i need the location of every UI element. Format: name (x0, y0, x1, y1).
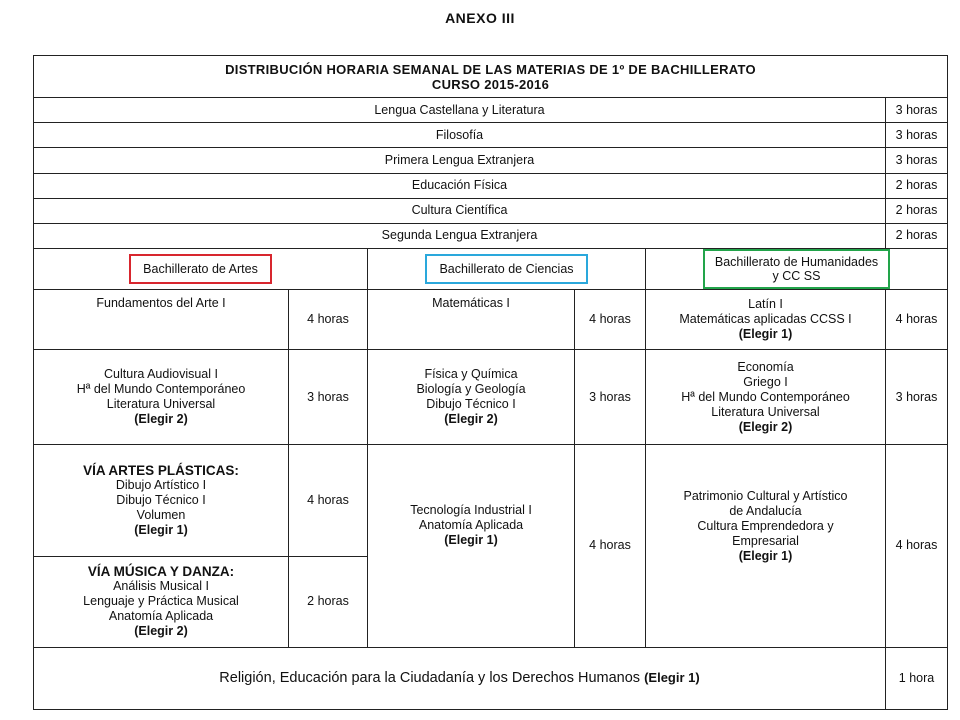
subject-line: Hª del Mundo Contemporáneo (76, 382, 246, 396)
artes-hours: 4 horas (289, 290, 368, 350)
choice-note: (Elegir 2) (444, 412, 498, 426)
humanidades-hours: 4 horas (886, 444, 948, 647)
ciencias-hours: 4 horas (575, 444, 646, 647)
choice-note: (Elegir 2) (134, 412, 188, 426)
table-row (34, 98, 948, 123)
page-title: ANEXO III (445, 10, 515, 26)
track-ciencias-cell (368, 248, 646, 289)
track-humanidades-label (703, 249, 890, 289)
table-row (34, 290, 948, 350)
ciencias-hours: 4 horas (575, 290, 646, 350)
humanidades-subjects (646, 290, 886, 350)
track-header-row (34, 248, 948, 289)
via1-hours: 4 horas (289, 444, 368, 557)
footer-hours: 1 hora (886, 647, 948, 709)
humanidades-subjects (646, 350, 886, 444)
table-row (34, 148, 948, 173)
ciencias-subjects (368, 444, 575, 647)
ciencias-hours: 3 horas (575, 350, 646, 444)
subject-line: Griego I (743, 374, 788, 389)
artes-hours: 3 horas (289, 350, 368, 444)
via-title: VÍA ARTES PLÁSTICAS: (83, 462, 239, 478)
choice-note: (Elegir 1) (134, 522, 188, 537)
common-hours: 2 horas (886, 198, 948, 223)
via-artes-plasticas (34, 444, 289, 557)
track-humanidades-cell (646, 248, 948, 289)
via-musica-danza (34, 557, 289, 647)
subject-line: Economía (737, 359, 794, 374)
track-humanidades-line-1: Bachillerato de Humanidades (714, 254, 879, 269)
subject-line: Volumen (136, 507, 186, 522)
table-header-line-2: CURSO 2015-2016 (431, 76, 550, 92)
track-ciencias-label: Bachillerato de Ciencias (425, 254, 587, 284)
subject-line: Anatomía Aplicada (418, 517, 524, 532)
artes-subjects (34, 350, 289, 444)
common-subject: Cultura Científica (34, 198, 886, 223)
subject-line: de Andalucía (729, 503, 802, 518)
common-hours: 2 horas (886, 223, 948, 248)
ciencias-subjects (368, 350, 575, 444)
table-row (34, 223, 948, 248)
subject-line: Dibujo Técnico I (116, 492, 206, 507)
footer-subject (34, 647, 886, 709)
common-subject: Filosofía (34, 123, 886, 148)
subject-line: Latín I (748, 297, 783, 312)
table-header-line-1: DISTRIBUCIÓN HORARIA SEMANAL DE LAS MATERIAS DE 1º DE BACHILLERATO (225, 61, 756, 77)
subject-line: Literatura Universal (106, 397, 216, 411)
subject-line: Tecnología Industrial I (410, 502, 532, 517)
track-artes-cell (34, 248, 368, 289)
subject-line: Literatura Universal (711, 404, 820, 419)
common-subject: Educación Física (34, 173, 886, 198)
via2-hours: 2 horas (289, 557, 368, 647)
common-hours: 2 horas (886, 173, 948, 198)
table-row (34, 123, 948, 148)
ciencias-subject: Matemáticas I (368, 290, 575, 350)
footer-choice: (Elegir 1) (644, 670, 700, 686)
table-header (34, 56, 948, 98)
subject-line: Cultura Audiovisual I (104, 367, 218, 381)
subject-line: Anatomía Aplicada (108, 609, 214, 624)
table-row (34, 173, 948, 198)
subject-line: Lenguaje y Práctica Musical (83, 594, 239, 609)
humanidades-subjects (646, 444, 886, 647)
footer-text: Religión, Educación para la Ciudadanía y los Derechos Humanos (219, 670, 641, 687)
subject-line: Dibujo Técnico I (426, 397, 516, 411)
choice-note: (Elegir 1) (444, 532, 498, 547)
subject-line: Dibujo Artístico I (115, 477, 207, 492)
subject-line: Análisis Musical I (113, 579, 209, 594)
table-row (34, 444, 948, 557)
subject-line: Física y Química (424, 367, 518, 381)
choice-note: (Elegir 2) (134, 624, 188, 639)
track-humanidades-line-2: y CC SS (772, 268, 821, 283)
subject-line: Patrimonio Cultural y Artístico (683, 488, 848, 503)
subject-line: Biología y Geología (416, 382, 526, 396)
choice-note: (Elegir 2) (738, 419, 793, 434)
schedule-table (33, 55, 948, 710)
common-subject: Primera Lengua Extranjera (34, 148, 886, 173)
choice-note: (Elegir 1) (738, 548, 793, 563)
humanidades-hours: 4 horas (886, 290, 948, 350)
common-subject: Lengua Castellana y Literatura (34, 98, 886, 123)
humanidades-hours: 3 horas (886, 350, 948, 444)
via-title: VÍA MÚSICA Y DANZA: (87, 564, 235, 580)
subject-line: Cultura Emprendedora y (697, 518, 834, 533)
common-hours: 3 horas (886, 148, 948, 173)
artes-subject: Fundamentos del Arte I (34, 290, 289, 350)
table-header-row (34, 56, 948, 98)
common-hours: 3 horas (886, 98, 948, 123)
common-hours: 3 horas (886, 123, 948, 148)
subject-line: Matemáticas aplicadas CCSS I (679, 312, 852, 327)
track-artes-label: Bachillerato de Artes (129, 254, 272, 284)
common-subject: Segunda Lengua Extranjera (34, 223, 886, 248)
choice-note: (Elegir 1) (738, 327, 793, 342)
footer-row (34, 647, 948, 709)
table-row (34, 350, 948, 444)
table-row (34, 198, 948, 223)
subject-line: Empresarial (732, 533, 799, 548)
subject-line: Hª del Mundo Contemporáneo (681, 389, 850, 404)
